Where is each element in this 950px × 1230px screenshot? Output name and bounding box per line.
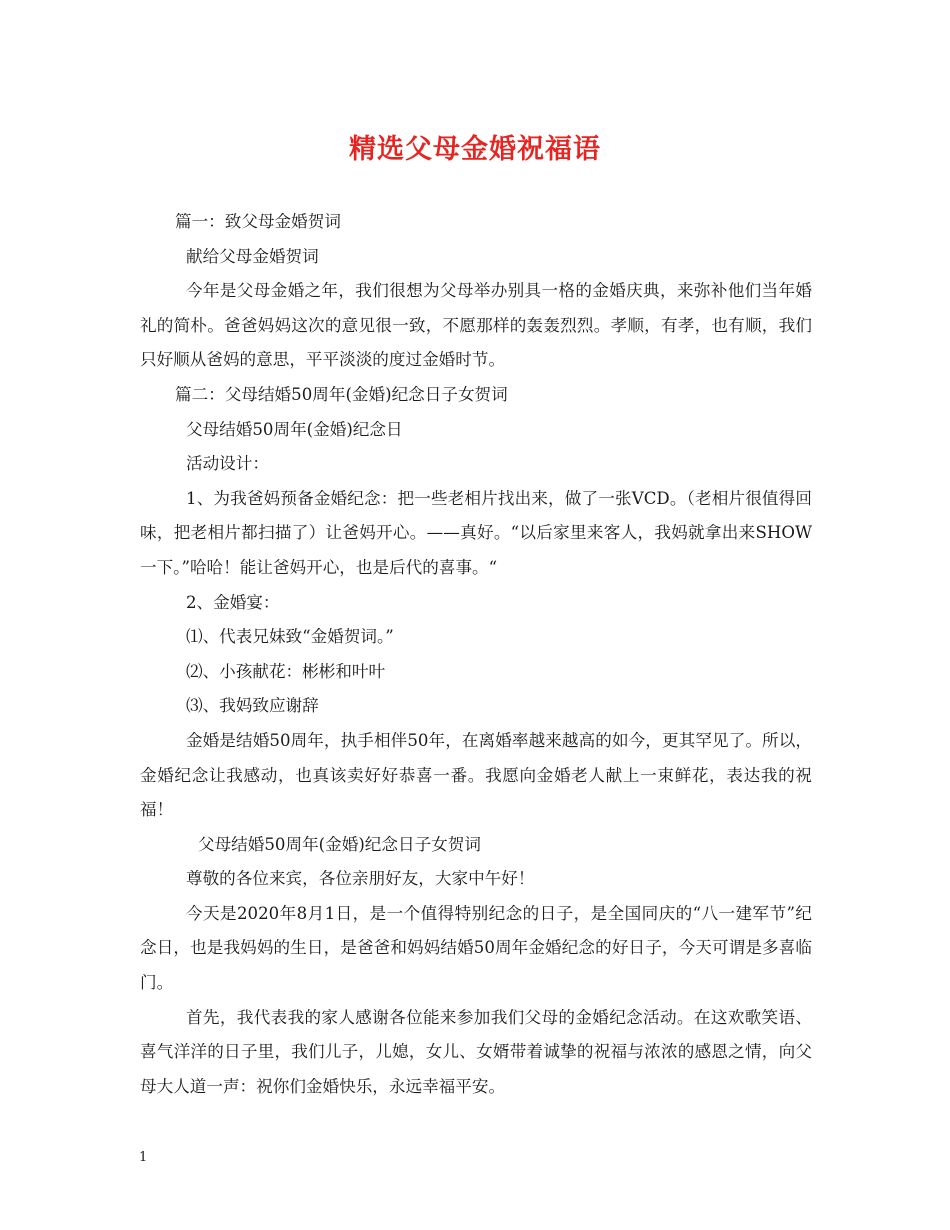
body-paragraph: 尊敬的各位来宾，各位亲朋好友，大家中午好！ [186, 869, 535, 889]
list-item: ⑵、小孩献花：彬彬和叶叶 [186, 661, 386, 681]
subheading: 父母结婚50周年(金婚)纪念日 [186, 419, 403, 439]
list-item: ⑴、代表兄妹致“金婚贺词。” [186, 627, 394, 647]
body-paragraph: 今年是父母金婚之年，我们很想为父母举办别具一格的金婚庆典，来弥补他们当年婚礼的简朴。爸爸妈妈这次的意见很一致，不愿那样的轰轰烈烈。孝顺，有孝，也有顺，我们只好顺从爸妈的意思，平平淡淡的度过金婚时节。 [140, 281, 812, 370]
body-paragraph: 1、为我爸妈预备金婚纪念：把一些老相片找出来，做了一张VCD。（老相片很值得回味，把老相片都扫描了）让爸妈开心。——真好。“以后家里来客人，我妈就拿出来SHOW一下。”哈哈！能让爸妈开心，也是后代的喜事。“ [140, 488, 812, 577]
section-heading-2: 篇二：父母结婚50周年(金婚)纪念日子女贺词 [175, 384, 508, 404]
document-title: 精选父母金婚祝福语 [349, 134, 601, 165]
body-paragraph: 今天是2020年8月1日，是一个值得特别纪念的日子，是全国同庆的“八一建军节”纪念日，也是我妈妈的生日，是爸爸和妈妈结婚50周年金婚纪念的好日子，今天可谓是多喜临门。 [140, 903, 812, 993]
subheading: 献给父母金婚贺词 [186, 246, 319, 266]
section-heading-1: 篇一：致父母金婚贺词 [175, 212, 341, 231]
document-body [140, 205, 812, 1104]
subheading: 父母结婚50周年(金婚)纪念日子女贺词 [198, 834, 481, 854]
page-number: 1 [139, 1150, 148, 1165]
body-paragraph: 2、金婚宴： [186, 592, 280, 612]
body-paragraph: 首先，我代表我的家人感谢各位能来参加我们父母的金婚纪念活动。在这欢歌笑语、喜气洋洋的日子里，我们儿子，儿媳，女儿、女婿带着诚挚的祝福与浓浓的感恩之情，向父母大人道一声：祝你们金婚快乐，永远幸福平安。 [140, 1007, 812, 1096]
body-paragraph: 金婚是结婚50周年，执手相伴50年，在离婚率越来越高的如今，更其罕见了。所以，金婚纪念让我感动，也真该卖好好恭喜一番。我愿向金婚老人献上一束鲜花，表达我的祝福！ [140, 730, 812, 820]
body-paragraph: 活动设计： [186, 454, 269, 474]
list-item: ⑶、我妈致应谢辞 [186, 696, 319, 716]
